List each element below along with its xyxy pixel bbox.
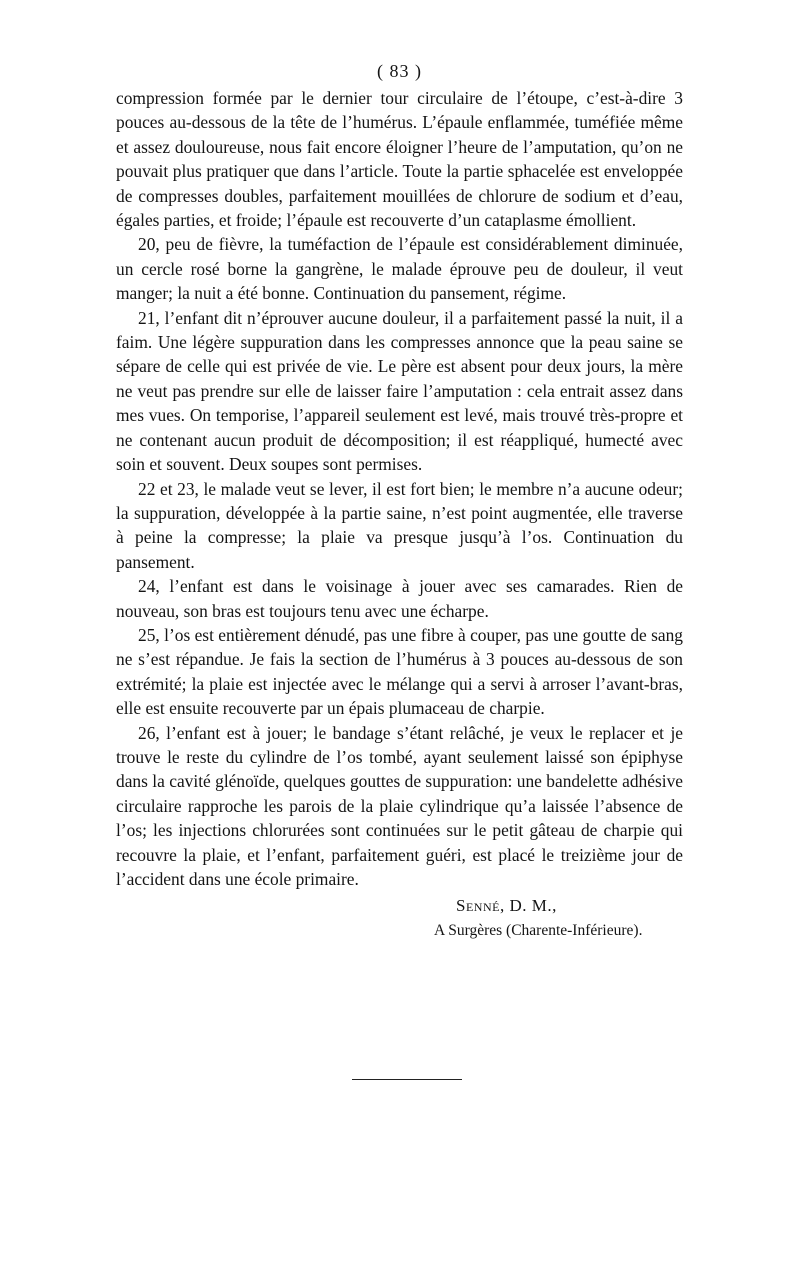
paragraph-6: 25, l’os est entièrement dénudé, pas une fibre à couper, pas une goutte de sang ne s’est répandue. Je fais la section de l’humérus à 3 pouces au-dessous de son extrémité; la plaie est injectée avec le mélange qui a servi à arroser l’avant-bras, elle est ensuite recouverte par un épais plumaceau de charpie. [116, 624, 683, 719]
author-location: A Surgères (Charente-Inférieure). [434, 922, 643, 940]
paragraph-7: 26, l’enfant est à jouer; le bandage s’étant relâché, je veux le replacer et je trouve le reste du cylindre de l’os tombé, ayant seulement laissé son épiphyse dans la cavité glénoïde, quelques gouttes de suppuration: une bandelette adhésive circulaire rapproche les parois de la plaie cylindrique qu’a laissée l’absence de l’os; les injections chlorurées sont continuées sur le petit gâteau de charpie qui recouvre la plaie, et l’enfant, parfaitement guéri, est placé le treizième jour de l’accident dans une école primaire. [116, 722, 683, 889]
paragraph-4: 22 et 23, le malade veut se lever, il est fort bien; le membre n’a aucune odeur; la suppuration, développée à la partie saine, n’est point augmentée, elle traverse à peine la compresse; la plaie va presque jusqu’à l’os. Continuation du pansement. [116, 478, 683, 572]
author-title: , D. M., [499, 896, 557, 916]
paragraph-3: 21, l’enfant dit n’éprouver aucune douleur, il a parfaitement passé la nuit, il a faim. Une légère suppuration dans les compresses annonce que la peau saine se sépare de celle qui est privée de vie. Le père est absent pour deux jours, la mère ne veut pas prendre sur elle de laisser faire l’amputation : cela entrait assez dans mes vues. On temporise, l’appareil seulement est levé, mais trouvé très-propre et ne contenant aucun produit de décomposition; il est réappliqué, humecté avec soin et souvent. Deux soupes sont permises. [116, 307, 683, 475]
paragraph-2: 20, peu de fièvre, la tuméfaction de l’épaule est considérablement diminuée, un cercle rosé borne la gangrène, le malade éprouve peu de douleur, il veut manger; la nuit a été bonne. Continuation du pansement, régime. [116, 234, 683, 304]
section-divider [352, 1079, 462, 1080]
paragraph-5: 24, l’enfant est dans le voisinage à jouer avec ses camarades. Rien de nouveau, son bras est toujours tenu avec une écharpe. [116, 576, 683, 621]
document-page [116, 58, 683, 943]
paragraph-1: compression formée par le dernier tour circulaire de l’étoupe, c’est-à-dire 3 pouces au-dessous de la tête de l’humérus. L’épaule enflammée, tuméfiée même et assez douloureuse, nous fait encore éloigner l’heure de l’amputation, qu’on ne pouvait plus pratiquer que dans l’article. Toute la partie sphacelée est enveloppée de compresses doubles, parfaitement mouillées de chlorure de sodium et d’eau, égales parties, et froide; l’épaule est recouverte d’un cataplasme émollient. [116, 88, 683, 231]
author-signature [116, 893, 683, 919]
author-name: Senné [456, 896, 500, 916]
page-number: ( 83 ) [377, 61, 422, 81]
